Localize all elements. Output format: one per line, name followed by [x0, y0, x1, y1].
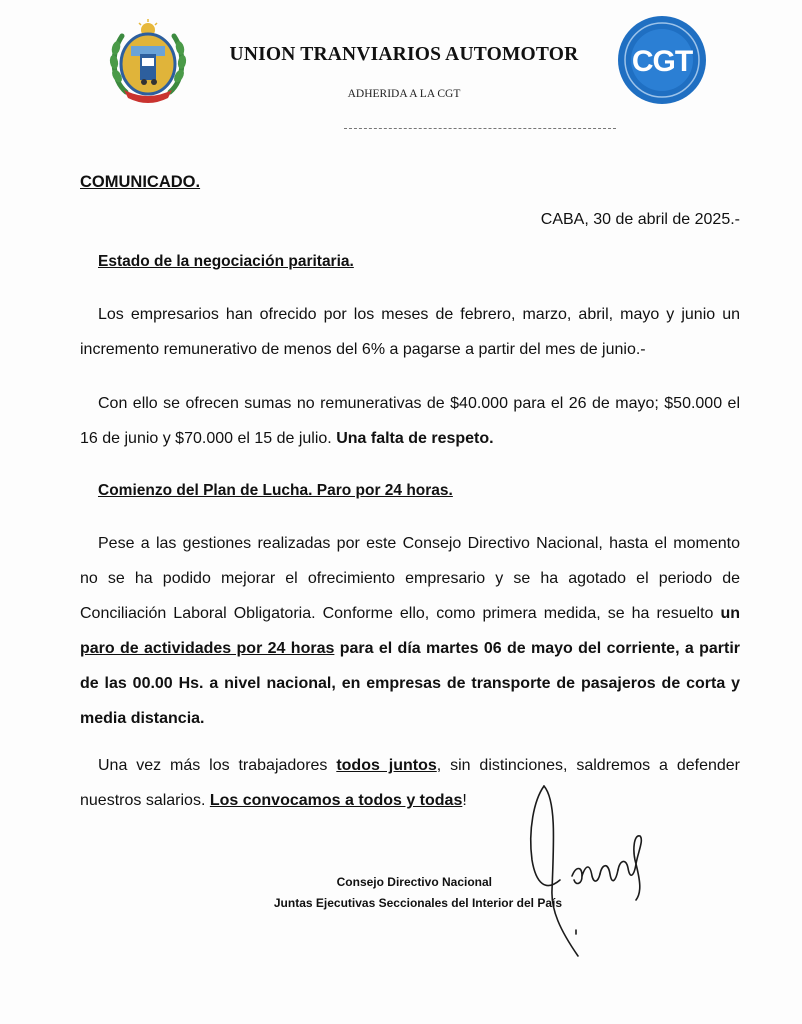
section-title-negotiation: Estado de la negociación paritaria.	[98, 253, 354, 270]
paragraph-strike-text: Pese a las gestiones realizadas por este Consejo Directivo Nacional, hasta el momento no se ha podido mejorar el ofrecimiento empresario y se ha agotado el periodo de Conciliación Laboral Obligatoria. Conforme ello, como primera medida, se ha resuelto	[80, 535, 740, 622]
signature-line-council: Consejo Directivo Nacional	[336, 875, 492, 889]
organization-name: UNION TRANVIARIOS AUTOMOTOR	[229, 44, 579, 65]
paragraph-call-emphasis-1: todos juntos	[336, 757, 437, 774]
paragraph-sums	[80, 386, 740, 456]
union-crest-icon	[106, 18, 190, 104]
handwritten-signature	[516, 780, 656, 960]
paragraph-sums-emphasis: Una falta de respeto.	[336, 430, 494, 447]
paragraph-call-emphasis-2: Los convocamos a todos y todas	[209, 792, 463, 809]
date-line: CABA, 30 de abril de 2025.-	[540, 211, 740, 228]
paragraph-strike-bold-underlined: paro de actividades por 24 horas	[80, 640, 335, 657]
paragraph-strike	[80, 526, 740, 736]
cgt-seal-label: CGT	[631, 45, 693, 78]
header-dashed-rule	[344, 128, 616, 129]
affiliation-subtitle: ADHERIDA A LA CGT	[347, 88, 461, 100]
paragraph-offer	[80, 297, 740, 367]
paragraph-strike-bold-2: para el día martes 06 de mayo del corriente, a partir de las 00.00 Hs. a nivel nacional, en empresas de transporte de pasajeros de corta y media distancia.	[80, 640, 740, 727]
cgt-seal-icon	[616, 14, 708, 106]
paragraph-offer-text: Los empresarios han ofrecido por los meses de febrero, marzo, abril, mayo y junio un incremento remunerativo de menos del 6% a pagarse a partir del mes de junio.-	[80, 306, 740, 358]
document-heading: COMUNICADO.	[80, 173, 201, 191]
paragraph-call-text-3: !	[462, 792, 467, 809]
signature-line-juntas: Juntas Ejecutivas Seccionales del Interior del País	[273, 896, 562, 910]
paragraph-strike-bold-1: un	[720, 605, 740, 622]
signature-block	[262, 872, 562, 914]
paragraph-call-text-1: Una vez más los trabajadores	[98, 757, 337, 774]
section-title-strike: Comienzo del Plan de Lucha. Paro por 24 horas.	[98, 482, 453, 499]
paragraph-sums-text: Con ello se ofrecen sumas no remunerativas de $40.000 para el 26 de mayo; $50.000 el 16 de junio y $70.000 el 15 de julio.	[80, 395, 740, 447]
paragraph-call-text-2: , sin distinciones, saldremos a defender nuestros salarios.	[80, 757, 740, 809]
